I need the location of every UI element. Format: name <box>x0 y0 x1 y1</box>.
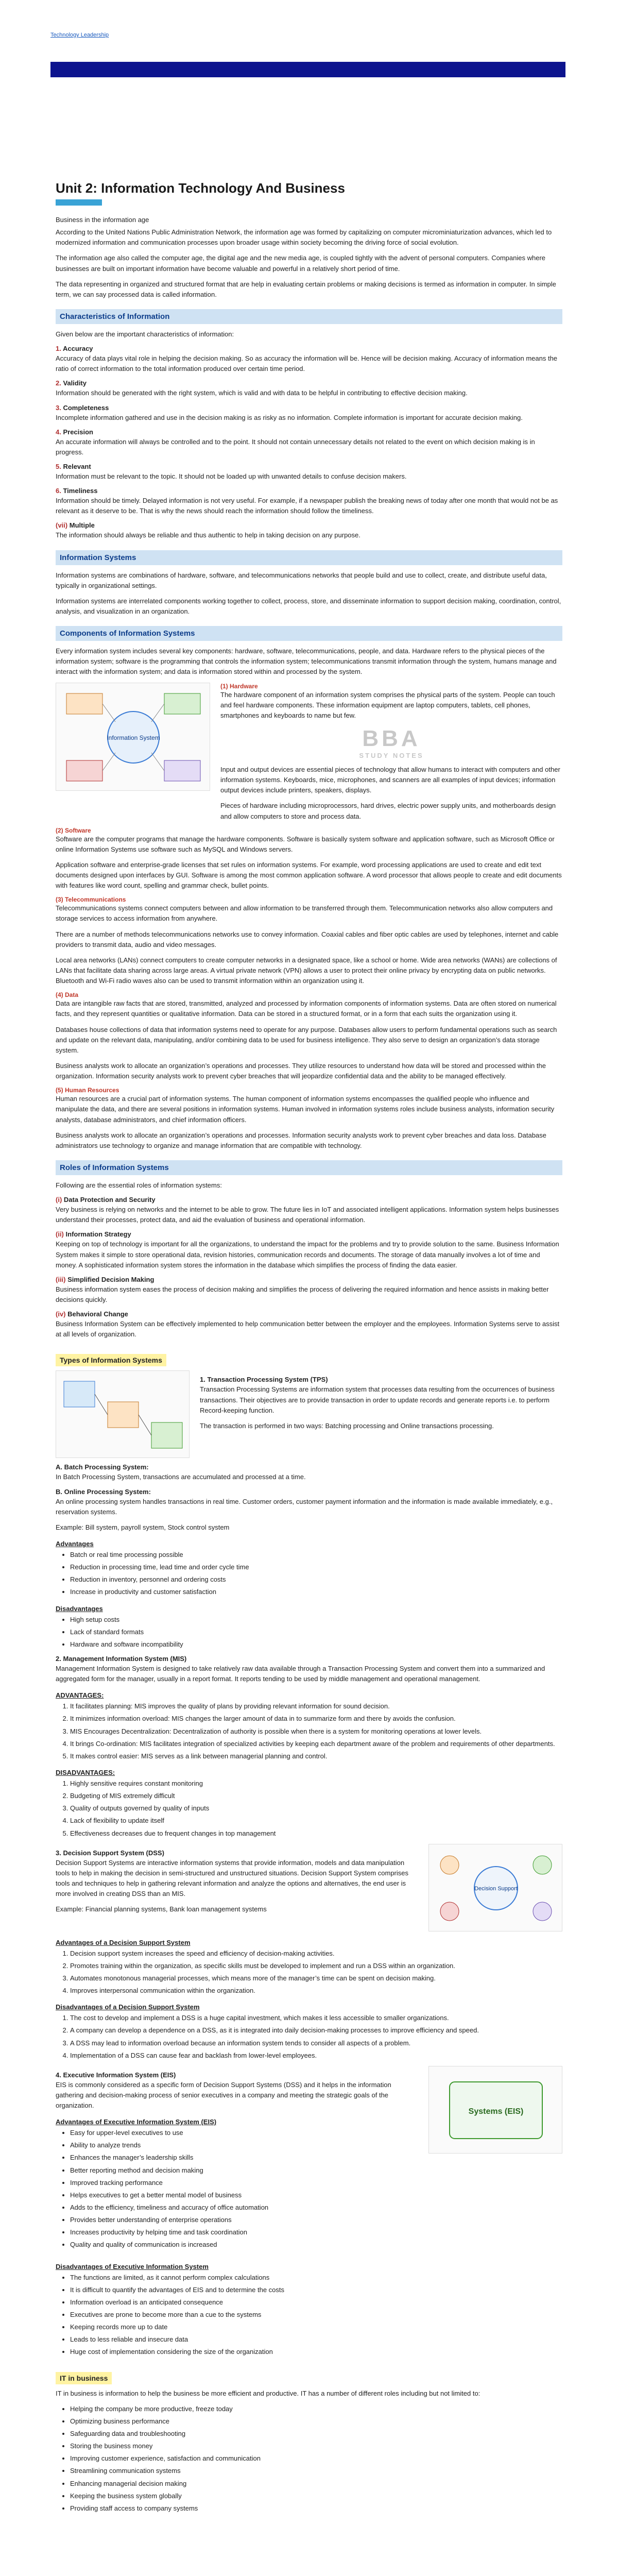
dss-diagram <box>428 1844 562 1931</box>
characteristic-label: Accuracy <box>62 345 93 353</box>
mis-text: Management Information System is designed to take relatively raw data available through a Transaction Processing System and convert them into a summarized and aggregated form for the manager, usually in a report format. It reports tending to be used by middle management and operational management. <box>56 1664 545 1683</box>
dss-advantages <box>56 1948 562 1996</box>
characteristic-number: 5. <box>56 462 61 470</box>
is-paragraph: Information systems are interrelated components working together to collect, process, store, and disseminate information to support decision making, coordination, control, analysis, and visualization in an organization. <box>56 597 561 615</box>
characteristic-title <box>56 521 562 529</box>
telecom-text: Local area networks (LANs) connect computers to create computer networks in a designated space, like a school or home. Wide area networks (WANs) are collections of LANs that facilitate data sharing across large areas. A virtual private network (VPN) allows a user to protect their online privacy by encrypting data on public networks. Bluetooth and Wi-Fi radio waves also can be used to transmit information within an organization using it. <box>56 956 557 985</box>
characteristic-number: 4. <box>56 428 61 436</box>
list-item: 5. Effectiveness decreases due to frequent changes in top management <box>70 1828 562 1839</box>
dss-text: Decision Support Systems are interactive information systems that provide information, models and data manipulation tools to help in making the decision in semi-structured and unstructured situations. Decision Support System comprises tools and techniques to help in gathering relevant information and analyze the options and alternatives, the end user is more involved in creating DSS than an MIS. <box>56 1858 408 1898</box>
list-item: • Reduction in processing time, lead time and order cycle time <box>70 1562 562 1572</box>
intro-lead: Business in the information age <box>56 216 149 224</box>
list-item: • Provides better understanding of enterprise operations <box>70 2215 418 2225</box>
list-item: • Optimizing business performance <box>70 2416 562 2427</box>
list-item: 2. Budgeting of MIS extremely difficult <box>70 1791 562 1801</box>
list-item: 5. It makes control easier: MIS serves as a link between managerial planning and control. <box>70 1751 562 1761</box>
section-heading: Information Systems <box>56 550 562 565</box>
list-item: 2. It minimizes information overload: MIS changes the larger amount of data in to summarize form and there by avoids the confusion. <box>70 1714 562 1724</box>
article <box>56 180 562 2576</box>
list-item: • Improving customer experience, satisfaction and communication <box>70 2453 562 2464</box>
hardware-text: The hardware component of an information system comprises the physical parts of the system. People can touch and feel hardware components. These information equipment are laptop computers, tablets, cell phones, smartphones and keyboards to name but few. <box>220 690 555 719</box>
characteristic-title <box>56 463 562 470</box>
list-item: • Keeping records more up to date <box>70 2322 562 2332</box>
role-label: Data Protection and Security <box>63 1196 156 1204</box>
software-text: Application software and enterprise-grade licenses that set rules on information systems. For example, word processing applications are used to create and edit text documents designed upon interfaces by GUI. Software is among the most common application software. A word processor that allows people to create and edit documents with features like word count, spelling and grammar check, bullet points. <box>56 860 562 890</box>
online-text: An online processing system handles transactions in real time. Customer orders, customer payment information and the information is made available immediately, e.g., reservation systems. <box>56 1497 553 1516</box>
list-item: 3. A DSS may lead to information overload because an information system tends to consider all aspects of a problem. <box>70 2038 562 2048</box>
list-item: • Reduction in inventory, personnel and ordering costs <box>70 1574 562 1585</box>
role-title <box>56 1230 562 1238</box>
hardware-text: Input and output devices are essential pieces of technology that allow humans to interact with computers and other information systems. Keyboards, mice, microphones, and scanners are all examples of input devices; information output devices include printers, speakers, displays. <box>220 765 560 794</box>
section-heading: Roles of Information Systems <box>56 1160 562 1175</box>
data-text: Databases house collections of data that information systems need to operate for any purpose. Databases allow users to perform fundamental operations such as search and update on the relevant data, manipulating, and/or combining data to be used for business intelligence. They also serve to design an organization’s data storage system. <box>56 1025 557 1054</box>
list-item: 4. Implementation of a DSS can cause fear and backlash from lower-level employees. <box>70 2050 562 2061</box>
mis-advantages-heading: ADVANTAGES: <box>56 1691 104 1700</box>
advantages-heading: Advantages <box>56 1539 94 1548</box>
ess-diagram-label: Systems (EIS) <box>468 2107 524 2116</box>
list-item: 4. Lack of flexibility to update itself <box>70 1816 562 1826</box>
tps-note: The transaction is performed in two ways: Batching processing and Online transactions processing. <box>200 1421 494 1430</box>
tps-disadvantages <box>56 1615 562 1650</box>
ess-advantages <box>56 2128 418 2250</box>
ess-text: EIS is commonly considered as a specific form of Decision Support Systems (DSS) and it helps in the information gathering and decision-making process of senior executives in a company and meeting the strategic goals of the organization. <box>56 2080 391 2110</box>
list-item: 3. Automates monotonous managerial processes, which means more of the manager’s time can be spent on decision making. <box>70 1973 562 1984</box>
list-item: • Keeping the business system globally <box>70 2491 562 2501</box>
list-item: • Safeguarding data and troubleshooting <box>70 2429 562 2439</box>
list-item: • Enhances the manager’s leadership skills <box>70 2153 418 2163</box>
list-item: • High setup costs <box>70 1615 562 1625</box>
characteristic-text: Information should be timely. Delayed information is not very useful. For example, if a newspaper publish the breaking news of today after one month that would not be as relevant as it deserve to be. That is why the news should reach the information should follow the timeliness. <box>56 497 558 515</box>
list-item: 3. Quality of outputs governed by quality of inputs <box>70 1803 562 1814</box>
list-item: • Huge cost of implementation considering the size of the organization <box>70 2347 562 2357</box>
ess-diagram <box>428 2066 562 2154</box>
characteristic-label: Validity <box>63 379 87 387</box>
characteristic-label: Timeliness <box>63 487 98 495</box>
characteristic-text: An accurate information will always be controlled and to the point. It should not contain unnecessary details not related to the event on which decision making is in progress. <box>56 437 535 456</box>
people-text: Business analysts work to allocate an organization’s operations and processes. Information security analysts work to prevent cyber breaches and data loss. Database administrators use technology to organize and manage information that are compatible with technology. <box>56 1131 546 1149</box>
role-number: (iv) <box>56 1310 66 1318</box>
role-title <box>56 1196 562 1204</box>
characteristic-number: 1. <box>56 345 61 353</box>
list-item: • Lack of standard formats <box>70 1627 562 1637</box>
it-business-text: IT in business is information to help the business be more efficient and productive. IT has a number of different roles including but not limited to: <box>56 2389 480 2397</box>
characteristic-text: Information must be relevant to the topic. It should not be loaded up with unwanted details to confuse decision makers. <box>56 472 407 480</box>
intro-paragraph: The data representing in organized and structured format that are help in evaluating certain problems or making decisions is termed as information in computer. In simple term, we can say processed data is called information. <box>56 280 556 298</box>
disadvantages-heading: Disadvantages <box>56 1604 103 1613</box>
tps-block <box>56 1370 562 1458</box>
list-item: 1. It facilitates planning: MIS improves the quality of plans by providing relevant information for sound decision. <box>70 1701 562 1711</box>
list-item: • Hardware and software incompatibility <box>70 1639 562 1650</box>
types-heading: Types of Information Systems <box>56 1354 166 1366</box>
list-item: 1. Highly sensitive requires constant monitoring <box>70 1778 562 1789</box>
ess-disadvantages <box>56 2273 562 2358</box>
role-text: Business Information System can be effectively implemented to help communication better between the employer and the employees. Information Systems serve to assist at all levels of organization. <box>56 1320 560 1338</box>
top-link[interactable]: Technology Leadership <box>50 32 109 38</box>
characteristics-lead: Given below are the important characteristics of information: <box>56 330 234 338</box>
dss-disadvantages <box>56 2013 562 2061</box>
list-item: • Batch or real time processing possible <box>70 1550 562 1560</box>
watermark: BBA STUDY NOTES <box>359 725 424 759</box>
role-title <box>56 1310 562 1318</box>
characteristic-text: Accuracy of data plays vital role in helping the decision making. So as accuracy the information will be. Hence will be decision making. Accuracy of information means the ratio of correct information to the total information produced over certain time period. <box>56 354 558 373</box>
list-item: • The functions are limited, as it cannot perform complex calculations <box>70 2273 562 2283</box>
characteristic-title <box>56 487 562 495</box>
role-number: (iii) <box>56 1275 66 1283</box>
characteristic-number: 3. <box>56 403 61 412</box>
intro-paragraph: The information age also called the computer age, the digital age and the new media age, is coupled tightly with the advent of personal computers. Companies where businesses are built on important information have become valuable and powerful in a relatively short period of time. <box>56 254 546 273</box>
list-item: • Improved tracking performance <box>70 2178 418 2188</box>
characteristic-label: Multiple <box>69 521 95 530</box>
characteristic-title <box>56 404 562 412</box>
hardware-block <box>56 683 562 827</box>
dss-example: Example: Financial planning systems, Bank loan management systems <box>56 1905 267 1913</box>
characteristic-label: Relevant <box>63 462 91 470</box>
online-title: B. Online Processing System: <box>56 1487 151 1496</box>
data-text: Business analysts work to allocate an organization’s operations and processes. They utilize resources to understand how data will be stored and processed within the organization. Information security analysts work to prevent cyber breaches that will jeopardize confidential data and the ability to be managed effectively. <box>56 1062 546 1080</box>
list-item: • Storing the business money <box>70 2441 562 2451</box>
page-title: Unit 2: Information Technology And Business <box>56 180 345 196</box>
hardware-label: (1) Hardware <box>220 682 258 690</box>
list-item: • Easy for upper-level executives to use <box>70 2128 418 2138</box>
it-business-list <box>56 2404 562 2514</box>
hardware-text: Pieces of hardware including microprocessors, hard drives, electric power supply units, and motherboards design and allow computers to store and process data. <box>220 802 556 820</box>
is-paragraph: Information systems are combinations of hardware, software, and telecommunications networks that people build and use to collect, create, and distribute useful data, typically in organizational settings. <box>56 571 547 589</box>
software-text: Software are the computer programs that manage the hardware components. Software is basically system software and application software, such as Microsoft Office or online Information Systems use software such as MySQL and Windows servers. <box>56 835 555 853</box>
list-item: • Helping the company be more productive, freeze today <box>70 2404 562 2414</box>
roles-lead: Following are the essential roles of information systems: <box>56 1181 222 1190</box>
ess-block <box>56 2066 562 2256</box>
list-item: 1. Decision support system increases the speed and efficiency of decision-making activities. <box>70 1948 562 1959</box>
batch-title: A. Batch Processing System: <box>56 1463 149 1471</box>
characteristic-text: The information should always be reliable and thus authentic to help in taking decision on any purpose. <box>56 531 360 539</box>
mis-disadvantages <box>56 1778 562 1839</box>
list-item: 2. Promotes training within the organization, as specific skills must be developed to implement and run a DSS within an organization. <box>70 1961 562 1971</box>
characteristic-title <box>56 379 562 387</box>
characteristic-label: Completeness <box>63 403 109 412</box>
mis-title: 2. Management Information System (MIS) <box>56 1654 187 1663</box>
list-item: • Increases productivity by helping time and task coordination <box>70 2227 418 2238</box>
dss-advantages-heading: Advantages of a Decision Support System <box>56 1938 191 1946</box>
list-item: • Ability to analyze trends <box>70 2140 418 2150</box>
dss-title: 3. Decision Support System (DSS) <box>56 1849 164 1857</box>
characteristic-number: 2. <box>56 379 61 387</box>
section-heading: Characteristics of Information <box>56 309 562 324</box>
roles-list <box>56 1196 562 1340</box>
list-item: • Adds to the efficiency, timeliness and accuracy of office automation <box>70 2202 418 2213</box>
mis-advantages <box>56 1701 562 1761</box>
role-title <box>56 1276 562 1283</box>
software-label: (2) Software <box>56 826 91 834</box>
role-text: Business information system eases the process of decision making and simplifies the process of delivering the required information and hence assists in making better decisions quickly. <box>56 1285 549 1303</box>
tps-example: Example: Bill system, payroll system, Stock control system <box>56 1523 230 1531</box>
information-system-diagram <box>56 683 210 791</box>
telecom-label: (3) Telecommunications <box>56 896 126 904</box>
characteristic-title <box>56 345 562 352</box>
diagram-center-label: Information System <box>107 734 160 741</box>
list-item: • It is difficult to quantify the advantages of EIS and to determine the costs <box>70 2285 562 2295</box>
role-label: Behavioral Change <box>67 1310 128 1318</box>
list-item: 3. MIS Encourages Decentralization: Decentralization of authority is possible when there is a system for monitoring operations at lower levels. <box>70 1726 562 1737</box>
tps-advantages <box>56 1550 562 1598</box>
role-text: Very business is relying on networks and the internet to be able to grow. The future lies in IoT and associated intelligent applications. Information system helps businesses understand their processes, protect data, and aid the evaluation of business and operational information. <box>56 1206 559 1224</box>
list-item: 4. Improves interpersonal communication within the organization. <box>70 1986 562 1996</box>
characteristic-number: (vii) <box>56 521 68 530</box>
list-item: • Providing staff access to company systems <box>70 2503 562 2514</box>
intro-paragraph: According to the United Nations Public Administration Network, the information age was formed by capitalizing on computer microminiaturization advances, which led to modernized information and communication processes upon broader usage within society becoming the driving force of social evolution. <box>56 228 552 247</box>
people-label: (5) Human Resources <box>56 1087 119 1094</box>
tps-text: Transaction Processing Systems are information system that processes data resulting from the occurrences of business transactions. Their objectives are to provide transaction in order to update records and generate reports i.e. to perform Record-keeping function. <box>200 1385 555 1414</box>
data-text: Data are intangible raw facts that are stored, transmitted, analyzed and processed by information components of information systems. Data are often stored on numerical facts, and they represent quantities or qualitative information. Data can be stored in a structured format, or in a form that each suits the organization using it. <box>56 999 557 1018</box>
characteristic-title <box>56 428 562 436</box>
dss-block <box>56 1844 562 1931</box>
list-item: 2. A company can develop a dependence on a DSS, as it is integrated into daily decision-making processes to improve efficiency and speed. <box>70 2025 562 2036</box>
ess-title: 4. Executive Information System (EIS) <box>56 2071 176 2079</box>
list-item: • Enhancing managerial decision making <box>70 2479 562 2489</box>
people-text: Human resources are a crucial part of information systems. The human component of information systems encompasses the qualified people who influence and manipulate the data, and there are several positions in information systems. Human involved in information systems roles include business analysts, information security analysts, database administrators, and chief information officers. <box>56 1095 555 1124</box>
role-text: Keeping on top of technology is important for all the organizations, to understand the impact for the problems and try to provide solution to the same. Business Information System makes it simple to store operational data, revision histories, communication records and documents. The storage of data manually involves a lot of time and money. A sophisticated information system stores the information in the database which simplifies the process of finding the data easier. <box>56 1240 559 1269</box>
list-item: 1. The cost to develop and implement a DSS is a huge capital investment, which makes it less accessible to smaller organizations. <box>70 2013 562 2023</box>
characteristic-text: Information should be generated with the right system, which is valid and with data to be helpful in contributing to effective decision making. <box>56 389 468 397</box>
characteristic-label: Precision <box>63 428 93 436</box>
list-item: • Increase in productivity and customer satisfaction <box>70 1587 562 1597</box>
ess-disadvantages-heading: Disadvantages of Executive Information System <box>56 2262 209 2270</box>
role-number: (ii) <box>56 1230 64 1239</box>
dss-diagram-label: Decision Support <box>474 1885 518 1892</box>
section-heading: Components of Information Systems <box>56 626 562 641</box>
list-item: • Quality and quality of communication is increased <box>70 2240 418 2250</box>
list-item: • Streamlining communication systems <box>70 2466 562 2476</box>
telecom-text: There are a number of methods telecommunications networks use to convey information. Coaxial cables and fiber optic cables are used by telephones, internet and cable providers to transmit data, audio and video messages. <box>56 930 559 948</box>
it-business-heading: IT in business <box>56 2372 112 2384</box>
batch-text: In Batch Processing System, transactions are accumulated and processed at a time. <box>56 1473 306 1481</box>
top-banner <box>50 62 565 77</box>
list-item: • Helps executives to get a better mental model of business <box>70 2190 418 2200</box>
tps-title: 1. Transaction Processing System (TPS) <box>200 1376 328 1384</box>
title-underline <box>56 199 102 206</box>
list-item: • Leads to less reliable and insecure data <box>70 2334 562 2345</box>
tps-diagram <box>56 1370 190 1458</box>
ess-advantages-heading: Advantages of Executive Information System (EIS) <box>56 2118 217 2126</box>
list-item: • Information overload is an anticipated consequence <box>70 2297 562 2308</box>
list-item: 4. It brings Co-ordination: MIS facilitates integration of specialized activities by keeping each department aware of the problem and requirements of other departments. <box>70 1739 562 1749</box>
characteristic-text: Incomplete information gathered and use in the decision making is as risky as no information. Complete information is important for accurate decision making. <box>56 413 523 421</box>
list-item: • Better reporting method and decision making <box>70 2165 418 2176</box>
telecom-text: Telecommunications systems connect computers between and allow information to be transferred through them. Telecommunication networks also allow computers and storage services to access information from anywhere. <box>56 904 553 923</box>
components-intro: Every information system includes several key components: hardware, software, telecommunications, people, and data. Hardware refers to the physical pieces of the information system; software is the programming that controls the information system; telecommunications transmit information through the system, humans manage and interact with the information system; and data is information stored within and processed by the system. <box>56 647 557 676</box>
role-label: Information Strategy <box>65 1230 131 1239</box>
mis-disadvantages-heading: DISADVANTAGES: <box>56 1768 115 1776</box>
characteristic-list <box>56 345 562 540</box>
role-label: Simplified Decision Making <box>67 1275 154 1283</box>
data-label: (4) Data <box>56 991 79 999</box>
list-item: • Executives are prone to become more than a cue to the systems <box>70 2310 562 2320</box>
dss-disadvantages-heading: Disadvantages of a Decision Support System <box>56 2003 200 2011</box>
characteristic-number: 6. <box>56 487 61 495</box>
role-number: (i) <box>56 1196 62 1204</box>
